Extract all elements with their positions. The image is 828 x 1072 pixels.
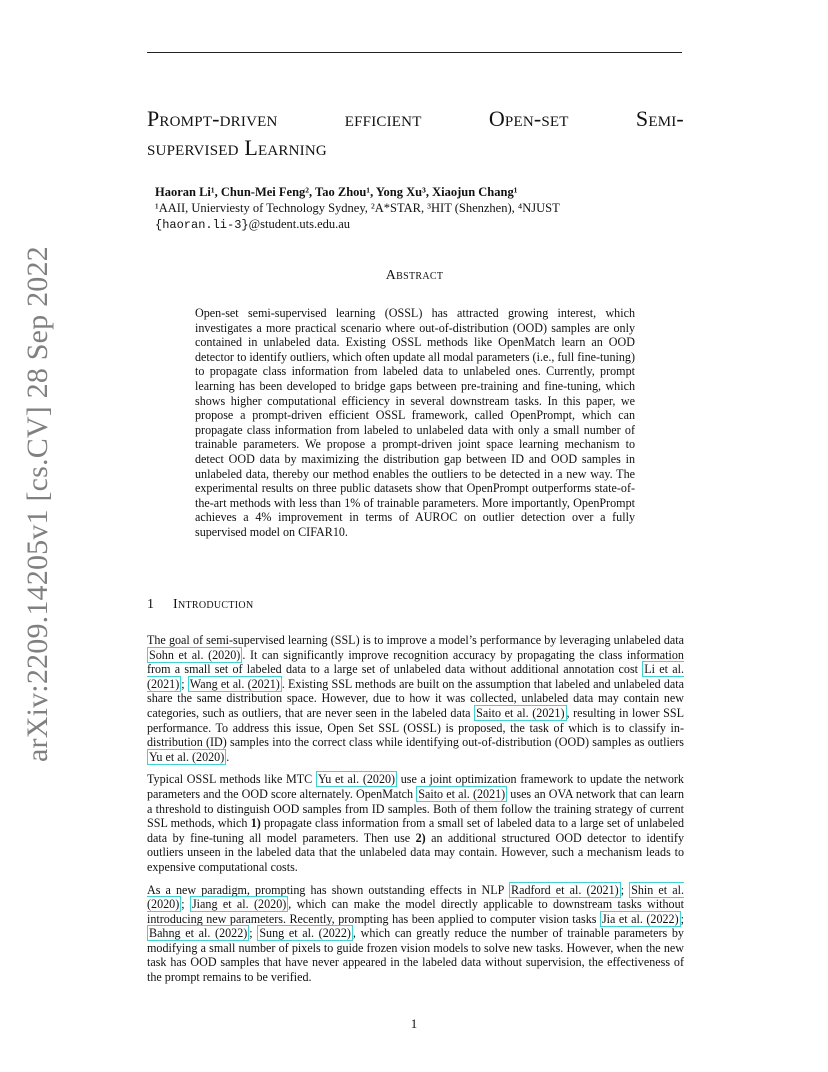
citation-link[interactable]: Yu et al. (2020)	[149, 749, 225, 764]
text-run: , resulting in lower SSL performance. To address this issue, Open Set SSL (OSSL) is proposed, the task of which is to classify in-distribution (ID) samples into the correct class while identifying out-of-distribution (OOD) samples as outliers	[147, 705, 684, 750]
title-word: Semi-	[635, 106, 684, 131]
title-line-1	[147, 104, 684, 133]
abstract-heading: Abstract	[385, 268, 444, 283]
header-rule	[147, 52, 682, 53]
page-number: 1	[410, 1016, 418, 1031]
citation-link[interactable]: Wang et al. (2021)	[189, 676, 280, 691]
citation-link[interactable]: Li et al. (2021)	[147, 662, 684, 691]
bold-marker: 1)	[250, 816, 261, 831]
paragraph	[147, 883, 684, 985]
text-run: ;	[181, 676, 188, 691]
email-domain: @student.uts.edu.au	[248, 217, 351, 231]
title-word: efficient	[344, 106, 422, 131]
email-user: {haoran.li-3}	[155, 218, 249, 232]
author-email	[155, 216, 695, 233]
text-run: .	[226, 749, 230, 764]
affiliations: ¹AAII, Unierviesty of Technology Sydney, ²A*STAR, ³HIT (Shenzhen), ⁴NJUST	[155, 201, 560, 215]
citation-link[interactable]: Saito et al. (2021)	[418, 786, 506, 801]
citation-link[interactable]: Bahng et al. (2022)	[149, 926, 248, 941]
citation-link[interactable]: Shin et al. (2020)	[147, 882, 685, 912]
section-heading	[147, 597, 682, 613]
bold-marker: 2)	[415, 830, 426, 845]
title-word: Open-set	[488, 106, 569, 131]
text-run: an additional structured OOD detector to identify outliers unseen in the labeled data that the unlabeled data may contain. However, such a mechanism leads to expensive computational costs.	[147, 830, 684, 874]
text-run: ;	[680, 911, 684, 926]
text-run: uses an OVA network that can learn a threshold to distinguish OOD samples from ID samples. Both of them follow the training strategy of current SSL methods, which	[147, 786, 684, 831]
citation-link[interactable]: Jia et al. (2022)	[601, 911, 679, 926]
text-run: , which can make the model directly applicable to downstream tasks without introducing new parameters. Recently, prompting has been applied to computer vision tasks	[147, 897, 684, 926]
text-run: ;	[249, 926, 258, 941]
author-block	[155, 184, 695, 233]
author-names: Haoran Li¹, Chun-Mei Feng², Tao Zhou¹, Yong Xu³, Xiaojun Chang¹	[155, 185, 518, 199]
abstract-text: Open-set semi-supervised learning (OSSL) has attracted growing interest, which investigates a more practical scenario where out-of-distribution (OOD) samples are only contained in unlabeled data. Existing OSSL methods like OpenMatch learn an OOD detector to identify outliers, which often update all modal parameters (i.e., full fine-tuning) to propagate class information from labeled data to unlabeled ones. Currently, prompt learning has been developed to bridge gaps between pre-training and fine-tuning, which shows higher computational efficiency in several downstream tasks. In this paper, we propose a prompt-driven efficient OSSL framework, called OpenPrompt, which can propagate class information from labeled to unlabeled data with only a small number of trainable parameters. We propose a prompt-driven joint space learning mechanism to detect OOD data by maximizing the distribution gap between ID and OOD samples in unlabeled data, thereby our method enables the outliers to be detected in a new way. The experimental results on three public datasets show that OpenPrompt outperforms state-of-the-art methods with less than 1% of trainable parameters. More importantly, OpenPrompt achieves a 4% improvement in terms of AUROC on outlier detection over a fully supervised model on CIFAR10.	[195, 306, 635, 539]
text-run: ;	[181, 897, 190, 912]
paragraph	[147, 772, 684, 874]
text-run: propagate class information from a small set of labeled data to a large set of unlabeled data by fine-tuning all model parameters. Then use	[147, 816, 684, 845]
text-run: ;	[620, 882, 630, 897]
citation-link[interactable]: Yu et al. (2020)	[317, 772, 396, 787]
text-run: The goal of semi-supervised learning (SSL) is to improve a model’s performance by leveraging unlabeled data	[147, 633, 684, 647]
section-title: Introduction	[173, 597, 254, 612]
arxiv-identifier: arXiv:2209.14205v1 [cs.CV] 28 Sep 2022	[21, 246, 54, 762]
text-run: As a new paradigm, prompting has shown outstanding effects in NLP	[147, 882, 510, 897]
title-line-2: supervised Learning	[147, 135, 327, 160]
citation-link[interactable]: Sung et al. (2022)	[259, 926, 351, 941]
citation-link[interactable]: Saito et al. (2021)	[476, 705, 565, 720]
text-run: , which can greatly reduce the number of trainable parameters by modifying a small number of pixels to guide frozen vision models to solve new tasks. However, when the new task has OOD samples that have never appeared in the labeled data without supervision, the effectiveness of the prompt remains to be verified.	[147, 926, 684, 985]
text-run: use a joint optimization framework to update the network parameters and the OOD score alternately. OpenMatch	[147, 772, 684, 801]
title-word: Prompt-driven	[147, 106, 278, 131]
section-body	[147, 633, 684, 993]
text-run: . Existing SSL methods are built on the assumption that labeled and unlabeled data share the same distribution space. However, due to how it was collected, unlabeled data may contain new categories, such as outliers, that are never seen in the labeled data	[147, 676, 685, 720]
text-run: Typical OSSL methods like MTC	[147, 772, 316, 787]
citation-link[interactable]: Jiang et al. (2020)	[191, 897, 287, 912]
paragraph	[147, 633, 684, 764]
paper-title	[147, 104, 684, 162]
citation-link[interactable]: Sohn et al. (2020)	[149, 647, 241, 662]
section-number: 1	[147, 597, 155, 612]
text-run: . It can significantly improve recognition accuracy by propagating the class information from a small set of labeled data to a large set of unlabeled data without additional annotation cost	[147, 647, 684, 677]
citation-link[interactable]: Radford et al. (2021)	[511, 882, 619, 897]
